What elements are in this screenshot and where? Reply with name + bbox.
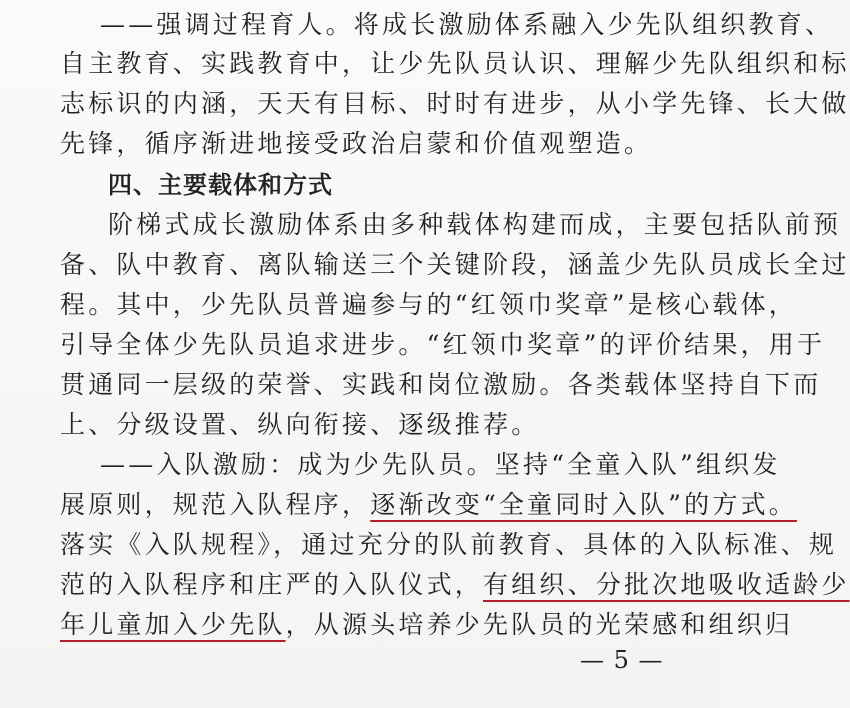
text-segment: 先锋，循序渐进地接受政治启蒙和价值观塑造。 bbox=[60, 129, 653, 158]
text-line bbox=[60, 87, 850, 121]
text-line bbox=[60, 368, 821, 402]
text-line bbox=[108, 208, 841, 242]
text-segment: 阶梯式成长激励体系由多种载体构建而成，主要包括队前预 bbox=[108, 210, 842, 239]
text-line bbox=[60, 328, 825, 362]
text-segment: 引导全体少先队员追求进步。“红领巾奖章”的评价结果，用于 bbox=[60, 330, 826, 359]
text-segment: 备、队中教育、离队输送三个关键阶段，涵盖少先队员成长全过 bbox=[60, 250, 850, 279]
underlined-phrase: 年儿童加入少先队 bbox=[60, 610, 286, 639]
section-heading: 四、主要载体和方式 bbox=[108, 171, 333, 199]
text-segment: ——强调过程育人。将成长激励体系融入少先队组织教育、 bbox=[100, 10, 834, 39]
text-line bbox=[60, 127, 652, 161]
text-segment: 落实《入队规程》，通过充分的队前教育、具体的入队标准、规 bbox=[60, 530, 838, 559]
text-line bbox=[60, 288, 797, 322]
text-segment: 自主教育、实践教育中，让少先队员认识、理解少先队组织和标 bbox=[60, 49, 850, 78]
text-segment: 程。其中，少先队员普遍参与的“红领巾奖章”是核心载体， bbox=[60, 290, 797, 319]
text-line bbox=[60, 488, 797, 522]
text-segment: ——入队激励：成为少先队员。坚持“全童入队”组织发 bbox=[100, 450, 781, 479]
text-line bbox=[60, 608, 793, 642]
underlined-phrase: 逐渐改变“全童同时入队”的方式。 bbox=[370, 490, 797, 519]
text-line bbox=[60, 248, 850, 282]
underlined-phrase: 有组织、分批次地吸收适龄少 bbox=[483, 570, 850, 599]
text-segment: 展原则，规范入队程序， bbox=[60, 490, 371, 519]
page-number: — 5 — bbox=[580, 646, 664, 674]
text-line bbox=[100, 448, 781, 482]
text-segment: 志标识的内涵，天天有目标、时时有进步，从小学先锋、长大做 bbox=[60, 89, 850, 118]
text-line bbox=[100, 8, 833, 42]
text-line bbox=[60, 408, 539, 442]
text-line bbox=[60, 568, 850, 602]
text-line bbox=[60, 47, 850, 81]
text-segment: 上、分级设置、纵向衔接、逐级推荐。 bbox=[60, 410, 540, 439]
text-segment: 范的入队程序和庄严的入队仪式， bbox=[60, 570, 484, 599]
text-segment: 贯通同一层级的荣誉、实践和岗位激励。各类载体坚持自下而 bbox=[60, 370, 822, 399]
text-line bbox=[60, 528, 837, 562]
text-segment: ，从源头培养少先队员的光荣感和组织归 bbox=[285, 610, 794, 639]
